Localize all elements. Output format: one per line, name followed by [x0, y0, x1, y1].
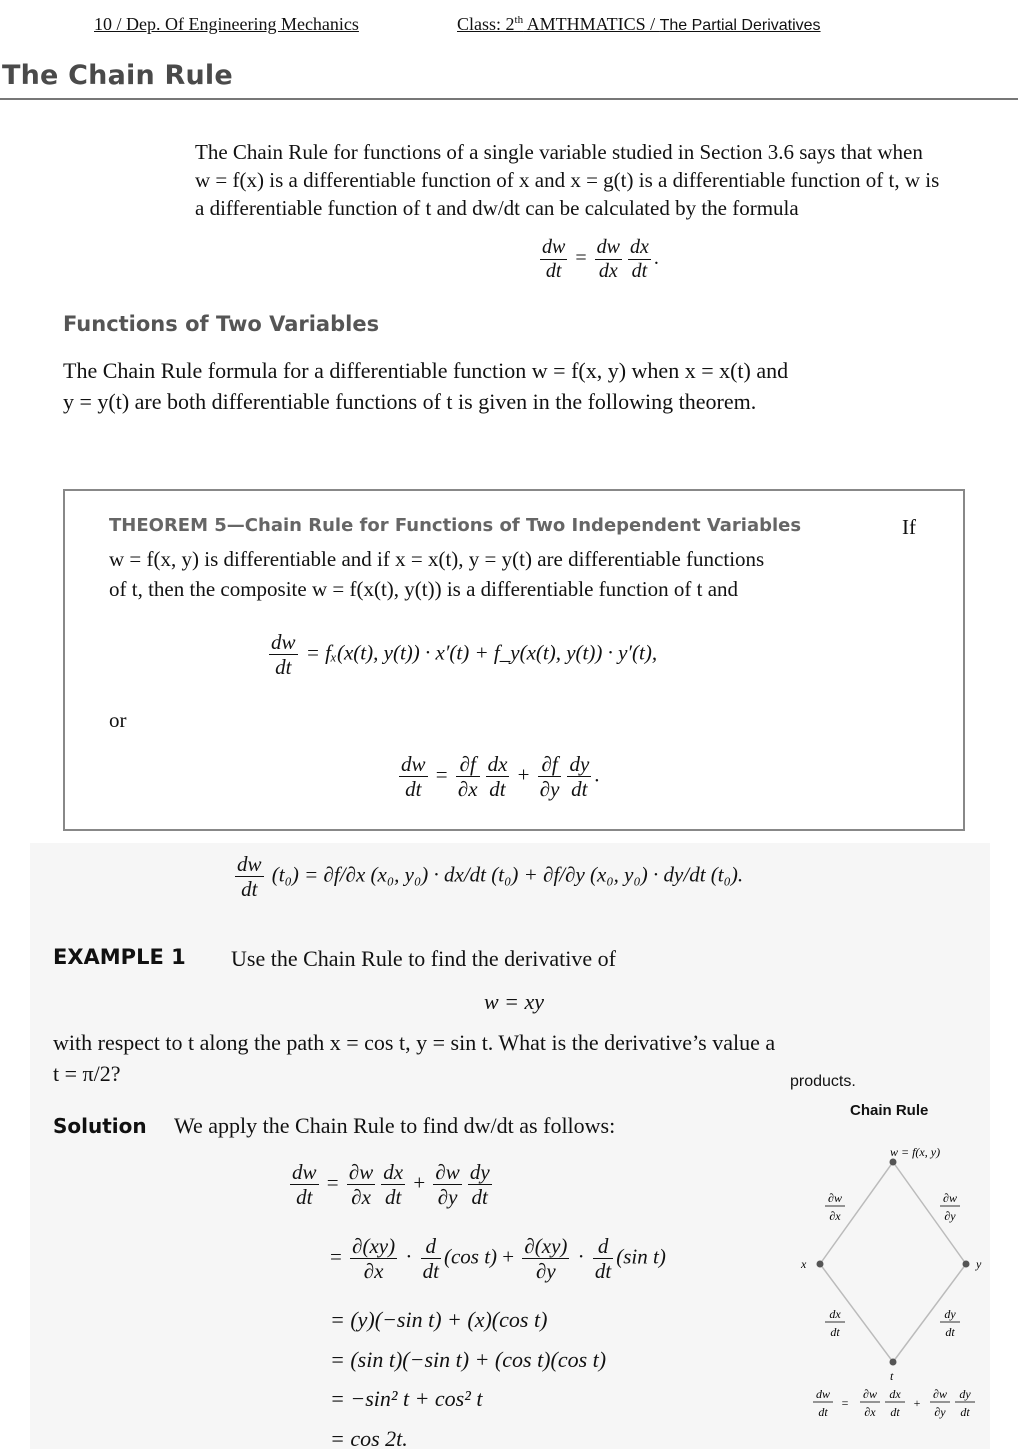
- example-line-2: with respect to t along the path x = cos t, y = sin t. What is the derivative’s value a: [53, 1030, 776, 1055]
- svg-text:∂w: ∂w: [933, 1387, 947, 1401]
- header-class-prefix: Class: 2: [457, 14, 515, 34]
- diagram-title: Chain Rule: [850, 1102, 929, 1119]
- svg-text:∂w: ∂w: [943, 1191, 957, 1205]
- single-variable-formula: $\frac{dw}{dt}$ = $\frac{dw}{dx}$ $\frac{dx}{dt}$ .: [542, 236, 659, 282]
- node-t: [890, 1359, 897, 1366]
- example-w: w = xy: [484, 989, 545, 1014]
- frac-num: dx: [629, 236, 649, 258]
- frac-num: dw: [596, 236, 620, 258]
- theorem-label: THEOREM 5—Chain Rule for Functions of Two Independent Variables: [109, 515, 802, 536]
- svg-text:∂w: ∂w: [828, 1191, 842, 1205]
- solution-step-2: = $\frac{\partial(xy)}{\partial x}$ · $\frac{d}{dt}$ (cos t) + $\frac{\partial(xy)}{\partial y}$ · $\frac{d}{dt}$ (sin t): [330, 1234, 666, 1284]
- diagram-top-label: w = f(x, y): [890, 1145, 941, 1159]
- frac-den: dx: [598, 260, 618, 282]
- diagram-bottom-label: t: [890, 1369, 894, 1383]
- frac-den: dt: [545, 260, 562, 282]
- svg-text:dy: dy: [959, 1387, 971, 1401]
- page-title: The Chain Rule: [2, 60, 233, 91]
- header-class-subject: AMTHMATICS /: [523, 14, 660, 34]
- intro-line-1: The Chain Rule for functions of a single variable studied in Section 3.6 says that when: [195, 140, 923, 164]
- edge-labels: [825, 1191, 960, 1339]
- theorem-line-2: w = f(x, y) is differentiable and if x = x(t), y = y(t) are differentiable functions: [109, 547, 765, 571]
- solution-step-5: = −sin² t + cos² t: [330, 1386, 483, 1411]
- header-left: 10 / Dep. Of Engineering Mechanics: [94, 14, 359, 34]
- side-note: products.: [790, 1073, 856, 1090]
- point-formula: $\frac{dw}{dt}$ (t₀) = ∂f/∂x (x₀, y₀) · dx/dt (t₀) + ∂f/∂y (x₀, y₀) · dy/dt (t₀).: [237, 852, 744, 902]
- example-label: EXAMPLE 1: [53, 945, 186, 969]
- svg-text:∂x: ∂x: [829, 1209, 841, 1223]
- node-w: [890, 1159, 897, 1166]
- svg-text:dw: dw: [815, 1387, 831, 1401]
- svg-text:dx: dx: [889, 1387, 901, 1401]
- svg-text:∂x: ∂x: [864, 1405, 876, 1419]
- chain-rule-tree-diagram: [795, 1140, 995, 1440]
- theorem-eq1-rhs: = fₓ(x(t), y(t)) · x′(t) + f_y(x(t), y(t)) · y′(t),: [305, 640, 658, 665]
- theorem-or: or: [109, 708, 127, 732]
- solution-step-3: = (y)(−sin t) + (x)(cos t): [330, 1307, 548, 1332]
- point-formula-text: (t₀) = ∂f/∂x (x₀, y₀) · dx/dt (t₀) + ∂f/∂y (x₀, y₀) · dy/dt (t₀).: [271, 862, 744, 887]
- title-divider: [0, 98, 1018, 100]
- section-line-1: The Chain Rule formula for a differentiable function w = f(x, y) when x = x(t) and: [63, 358, 789, 383]
- solution-label: Solution: [53, 1114, 147, 1138]
- svg-text:=: =: [841, 1396, 849, 1410]
- svg-text:∂y: ∂y: [934, 1405, 946, 1419]
- theorem-equation-2: $\frac{dw}{dt}$ = $\frac{\partial f}{\partial x}$ $\frac{dx}{dt}$ + $\frac{\partial f}{\partial y}$ $\frac{dy}{dt}$ .: [401, 752, 600, 802]
- header-class-sup: th: [514, 14, 524, 26]
- svg-text:dy: dy: [944, 1307, 956, 1321]
- solution-step-6: = cos 2t.: [330, 1426, 408, 1451]
- solution-text: We apply the Chain Rule to find dw/dt as follows:: [174, 1113, 616, 1138]
- svg-text:dt: dt: [890, 1405, 900, 1419]
- node-y: [963, 1261, 970, 1268]
- svg-text:dt: dt: [960, 1405, 970, 1419]
- theorem-equation-1: [266, 630, 657, 679]
- diagram-formula: [813, 1387, 975, 1419]
- frac-den: dt: [275, 655, 292, 680]
- svg-text:dt: dt: [818, 1405, 828, 1419]
- diagram-right-label: y: [976, 1257, 982, 1271]
- intro-line-2: w = f(x) is a differentiable function of x and x = g(t) is a differentiable function of t, w is: [195, 168, 940, 192]
- section-line-2: y = y(t) are both differentiable functions of t is given in the following theorem.: [63, 389, 757, 414]
- svg-text:dt: dt: [830, 1325, 840, 1339]
- example-line-3: t = π/2?: [53, 1061, 121, 1086]
- intro-line-3: a differentiable function of t and dw/dt can be calculated by the formula: [195, 196, 799, 220]
- frac-den: dt: [631, 260, 648, 282]
- header-class: [457, 14, 821, 35]
- frac-num: dw: [542, 236, 566, 258]
- example-text: Use the Chain Rule to find the derivative of: [231, 946, 616, 971]
- frac-num: dw: [271, 630, 296, 654]
- diagram-left-label: x: [801, 1257, 807, 1271]
- header-topic: The Partial Derivatives: [659, 17, 821, 34]
- svg-text:dx: dx: [829, 1307, 841, 1321]
- solution-step-1: $\frac{dw}{dt}$ = $\frac{\partial w}{\partial x}$ $\frac{dx}{dt}$ + $\frac{\partial w}{\partial y}$ $\frac{dy}{dt}$: [292, 1160, 490, 1210]
- svg-text:+: +: [913, 1396, 921, 1410]
- svg-text:∂w: ∂w: [863, 1387, 877, 1401]
- svg-text:∂y: ∂y: [944, 1209, 956, 1223]
- solution-step-4: = (sin t)(−sin t) + (cos t)(cos t): [330, 1347, 607, 1372]
- theorem-if: If: [902, 515, 916, 539]
- svg-text:dt: dt: [945, 1325, 955, 1339]
- theorem-line-3: of t, then the composite w = f(x(t), y(t)) is a differentiable function of t and: [109, 577, 739, 601]
- node-x: [817, 1261, 824, 1268]
- section-title: Functions of Two Variables: [63, 312, 380, 336]
